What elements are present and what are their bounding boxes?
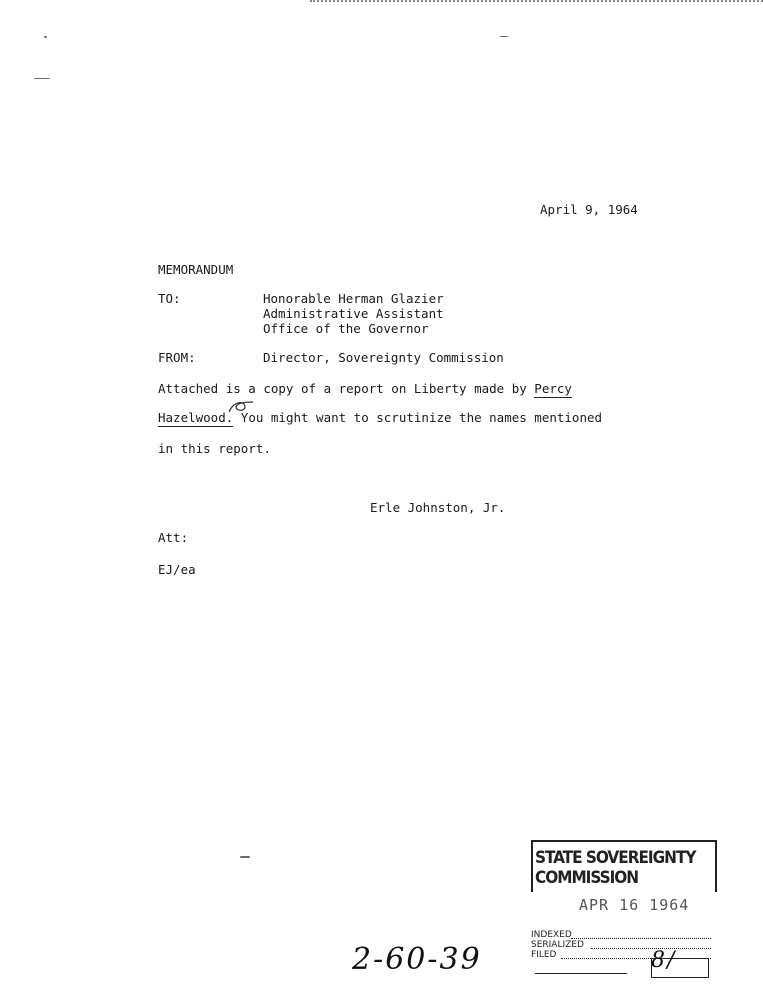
- stamp-field-filed: FILED: [531, 950, 557, 960]
- to-label: TO:: [158, 291, 181, 306]
- body-line-3: in this report.: [158, 441, 271, 456]
- typist-initials: EJ/ea: [158, 562, 196, 577]
- from-text: Director, Sovereignty Commission: [263, 350, 504, 365]
- scan-speck: [44, 36, 47, 38]
- handwritten-file-number: 2-60-39: [352, 942, 482, 977]
- from-label: FROM:: [158, 350, 196, 365]
- handwritten-correction-mark: [225, 398, 255, 416]
- received-stamp: [531, 840, 715, 980]
- stamp-line: [535, 973, 627, 974]
- memo-heading: MEMORANDUM: [158, 262, 234, 277]
- scan-edge-dots: [310, 0, 763, 5]
- to-line-1: Honorable Herman Glazier: [263, 291, 444, 306]
- stamp-dots: [571, 938, 711, 939]
- to-line-2: Administrative Assistant: [263, 306, 444, 321]
- body-line-2-suffix: You might want to scrutinize the names mentioned: [240, 410, 603, 425]
- scan-speck: [34, 78, 50, 79]
- body-line-1-prefix: Attached is a copy of a report on Liberty made by: [158, 381, 527, 396]
- att-label: Att:: [158, 530, 189, 545]
- stamp-date: APR 16 1964: [579, 896, 690, 914]
- scan-speck: [500, 36, 508, 37]
- signature: Erle Johnston, Jr.: [370, 500, 506, 515]
- body-line-1: [158, 381, 572, 396]
- memo-date: April 9, 1964: [540, 202, 638, 217]
- body-name-first: Percy: [534, 381, 572, 396]
- body-name-last: Hazelwood.: [158, 410, 234, 425]
- to-line-3: Office of the Governor: [263, 321, 429, 336]
- stamp-title: STATE SOVEREIGNTY COMMISSION: [535, 848, 696, 888]
- stamp-field-indexed: INDEXED: [531, 930, 572, 940]
- scan-speck: [240, 856, 250, 858]
- stamp-field-serialized: SERIALIZED: [531, 940, 584, 950]
- stamp-initials-handwritten: 8/: [651, 948, 677, 973]
